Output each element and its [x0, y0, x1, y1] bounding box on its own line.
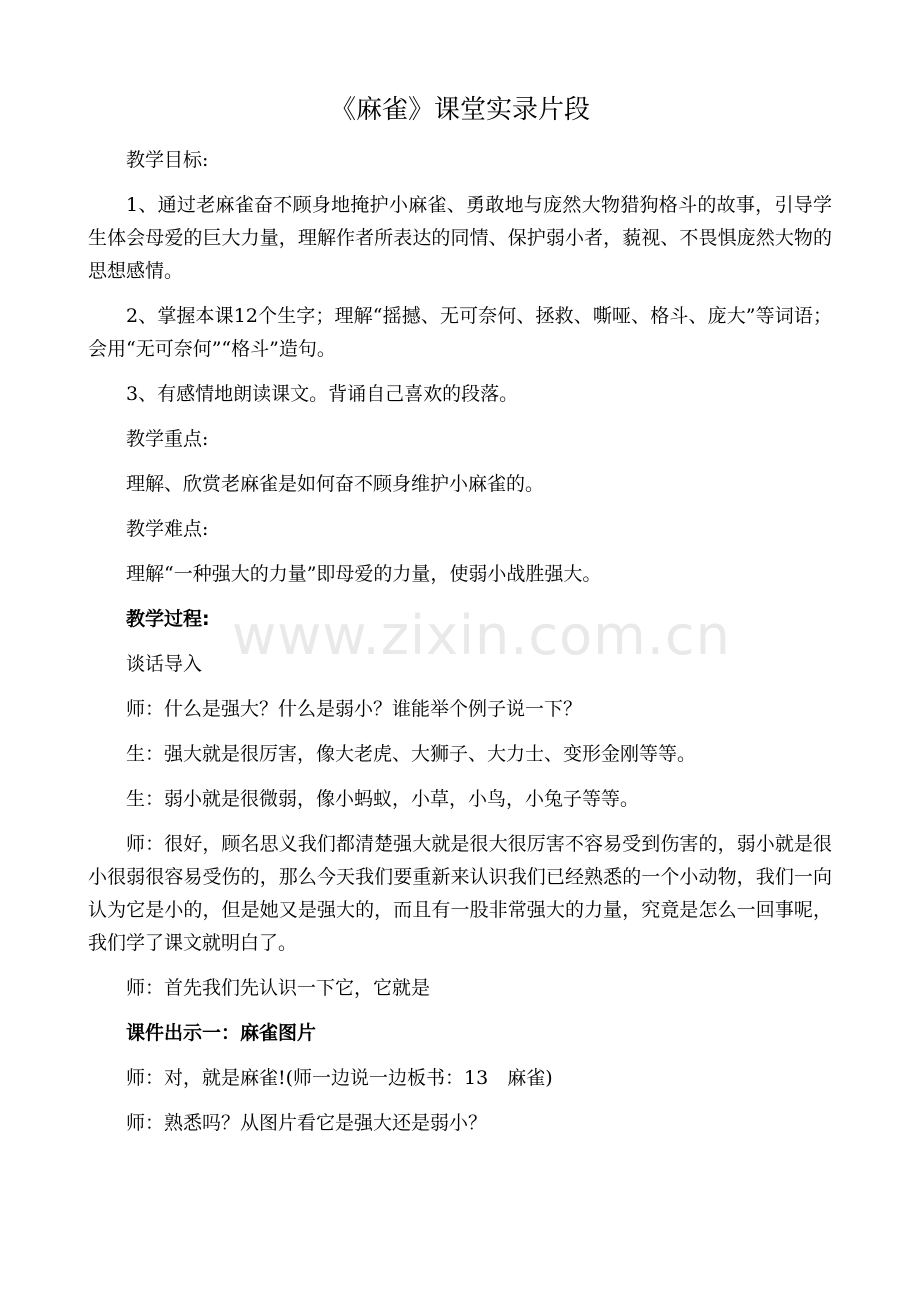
paragraph-courseware-heading: 课件出示一：麻雀图片 — [126, 1022, 317, 1044]
paragraph-dialogue: 师：对，就是麻雀!(师一边说一边板书：13 麻雀) — [126, 1067, 553, 1089]
paragraph-key-points-heading: 教学重点: — [126, 428, 209, 450]
paragraph-dialogue: 师：熟悉吗？从图片看它是强大还是弱小？ — [126, 1112, 488, 1134]
document-page — [88, 92, 832, 1152]
paragraph-dialogue: 生：强大就是很厉害，像大老虎、大狮子、大力士、变形金刚等等。 — [126, 743, 697, 765]
paragraph-key-points: 理解、欣赏老麻雀是如何奋不顾身维护小麻雀的。 — [126, 473, 545, 495]
paragraph-objective-3: 3、有感情地朗读课文。背诵自己喜欢的段落。 — [126, 383, 519, 405]
paragraph-intro: 谈话导入 — [126, 653, 203, 675]
paragraph-objective-1: 1、通过老麻雀奋不顾身地掩护小麻雀、勇敢地与庞然大物猎狗格斗的故事，引导学生体会母爱的巨大力量，理解作者所表达的同情、保护弱小者，藐视、不畏惧庞然大物的思想感情。 — [88, 194, 832, 282]
paragraph-objectives-heading: 教学目标: — [126, 149, 209, 171]
paragraph-dialogue: 生：弱小就是很微弱，像小蚂蚁，小草，小鸟，小兔子等等。 — [126, 788, 640, 810]
paragraph-objective-2: 2、掌握本课12个生字；理解“摇撼、无可奈何、拯救、嘶哑、格斗、庞大”等词语；会用“无可奈何”“格斗”造句。 — [88, 305, 832, 360]
watermark: www.zixin.com.cn — [232, 604, 731, 667]
paragraph-dialogue: 师：首先我们先认识一下它，它就是 — [126, 977, 431, 999]
paragraph-process-heading: 教学过程: — [126, 608, 210, 630]
document-title: 《麻雀》课堂实录片段 — [329, 95, 590, 125]
paragraph-dialogue: 师：什么是强大？什么是弱小？谁能举个例子说一下？ — [126, 698, 583, 720]
paragraph-dialogue: 师：很好，顾名思义我们都清楚强大就是很大很厉害不容易受到伤害的，弱小就是很小很弱很容易受伤的，那么今天我们要重新来认识我们已经熟悉的一个小动物，我们一向认为它是小的，但是她又是强大的，而且有一股非常强大的力量，究竟是怎么一回事呢，我们学了课文就明白了。 — [88, 833, 832, 954]
paragraph-difficulties: 理解“一种强大的力量”即母爱的力量，使弱小战胜强大。 — [126, 563, 602, 585]
paragraph-difficulties-heading: 教学难点: — [126, 518, 209, 540]
